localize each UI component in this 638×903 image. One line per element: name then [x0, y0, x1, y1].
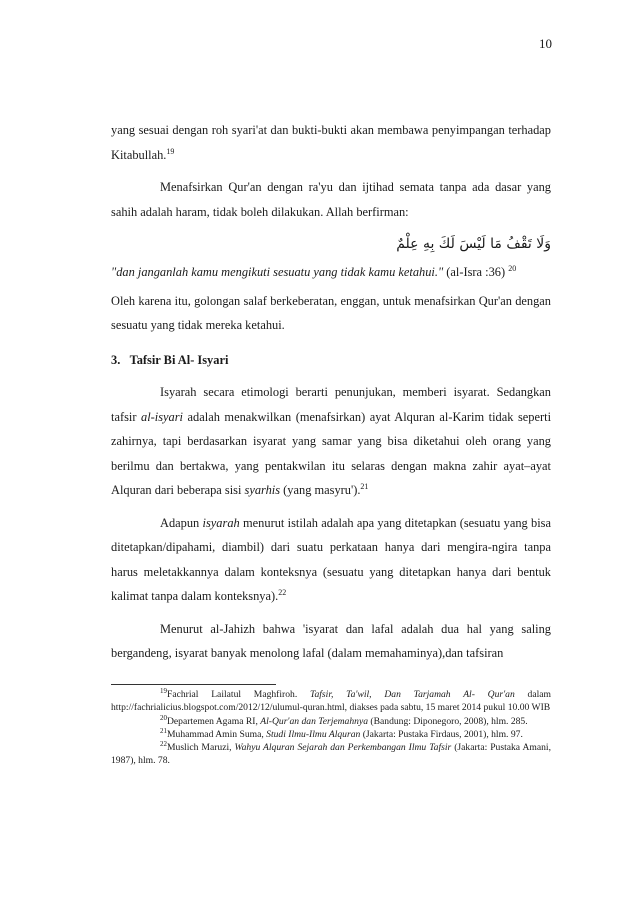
- verse-translation: "dan janganlah kamu mengikuti sesuatu yang tidak kamu ketahui." (al-Isra :36) $^{20}$: [111, 264, 517, 279]
- arabic-verse: وَلَا تَقْفُ مَا لَيْسَ لَكَ بِهِ عِلْمٌ: [396, 236, 551, 252]
- paragraph-al-jahizh: Menurut al-Jahizh bahwa 'isyarat dan lafal adalah dua hal yang saling bergandeng, isyarat banyak menolong lafal (dalam memahaminya),dan tafsiran: [111, 621, 551, 660]
- footnote-20: $^{20}$Departemen Agama RI, Al-Qur'an dan Terjemahnya (Bandung: Diponegoro, 2008), hlm. 285.: [160, 713, 528, 727]
- section-title: 3. Tafsir Bi Al- Isyari: [111, 353, 229, 367]
- paragraph-isyarah-istilah: Adapun isyarah menurut istilah adalah apa yang ditetapkan (sesuatu yang bisa ditetapkan/dipahami, diambil) dari suatu perkataan hanya dari mengira-ngira tanpa harus meletakkannya dalam konteksnya (sesuatu yang ditetapkan hanya dari bentuk kalimat tanpa dalam konteksnya).$^{22}$: [111, 515, 551, 603]
- paragraph-continuation: yang sesuai dengan roh syari'at dan bukti-bukti akan membawa penyimpangan terhadap Kitabullah.$^{19}$: [111, 123, 551, 162]
- paragraph-isyarah-etimologi: Isyarah secara etimologi berarti penunjukan, memberi isyarat. Sedangkan tafsir al-isyari adalah menakwilkan (menafsirkan) ayat Alquran al-Karim tidak seperti zahirnya, tapi berdasarkan isyarat yang samar yang bisa diketahui oleh orang yang berilmu dan bertakwa, yang pentakwilan itu selaras dengan makna zahir ayat–ayat Alquran dari beberapa sisi syarhis (yang masyru').$^{21}$: [111, 385, 552, 497]
- footnote-21: $^{21}$Muhammad Amin Suma, Studi Ilmu-Ilmu Alquran (Jakarta: Pustaka Firdaus, 2001), hlm. 97.: [160, 726, 523, 740]
- paragraph-salaf: Oleh karena itu, golongan salaf berkeberatan, enggan, untuk menafsirkan Qur'an dengan sesuatu yang tidak mereka ketahui.: [111, 293, 551, 332]
- section-heading: [111, 348, 551, 373]
- body-text-section: [111, 380, 551, 666]
- footnote-ref-22[interactable]: 22: [278, 588, 287, 597]
- footnote-ref-19[interactable]: 19: [166, 146, 175, 156]
- footnote-22: $^{22}$Muslich Maruzi, Wahyu Alquran Sejarah dan Perkembangan Ilmu Tafsir (Jakarta: Pustaka Amani, 1987), hlm. 78.: [111, 740, 551, 767]
- body-text-top: [111, 118, 551, 338]
- paragraph-ijtihad: Menafsirkan Qur'an dengan ra'yu dan ijtihad semata tanpa ada dasar yang sahih adalah haram, tidak boleh dilakukan. Allah berfirman:: [111, 180, 551, 219]
- footnote-19: $^{19}$Fachrial Lailatul Maghfiroh. Tafsir, Ta'wil, Dan Tarjamah Al- Qur'an dalam http://fachrialicius.blogspot.com/2012/12/ulumul-quran.html, diakses pada sabtu, 15 maret 2014 pukul 10.00 WIB: [111, 687, 551, 714]
- footnote-ref-20[interactable]: 20: [508, 264, 517, 273]
- footnote-divider: [111, 684, 276, 685]
- footnotes: [111, 688, 551, 768]
- footnote-ref-21[interactable]: 21: [360, 482, 369, 491]
- page-number: 10: [539, 36, 552, 51]
